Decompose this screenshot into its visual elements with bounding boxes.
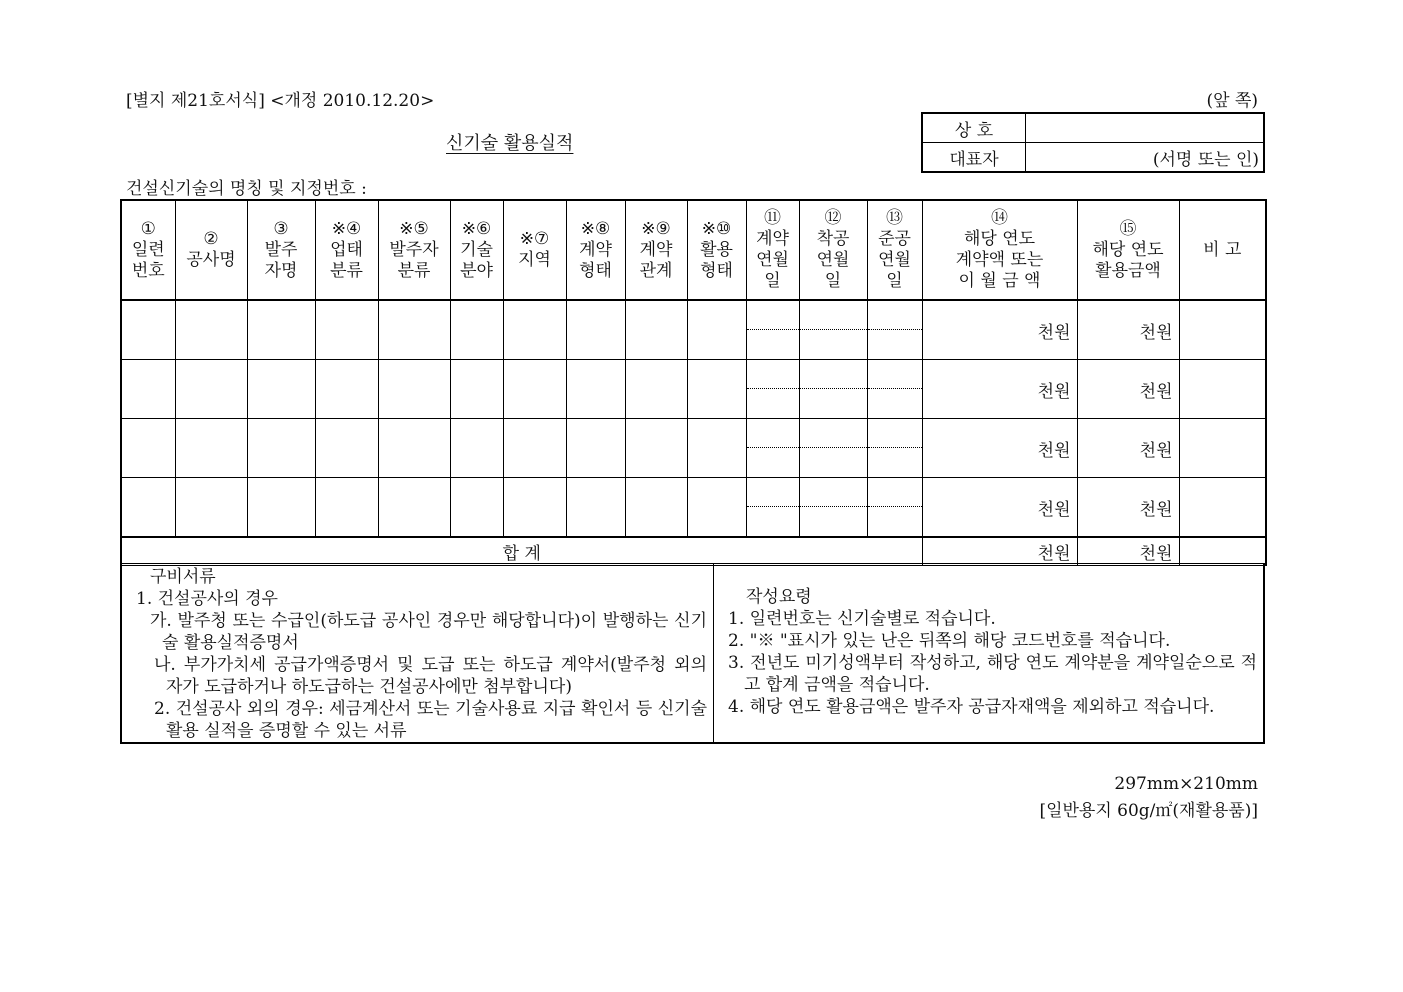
required-documents	[121, 564, 714, 744]
table-cell[interactable]	[175, 360, 247, 419]
table-cell[interactable]	[175, 300, 247, 360]
instruction-item-1: 1. 일련번호는 신기술별로 적습니다.	[728, 609, 996, 629]
table-cell[interactable]	[378, 300, 450, 360]
column-header-line: 해당 연도	[1092, 239, 1164, 260]
column-header-line: 일	[824, 271, 842, 291]
table-row	[121, 419, 1266, 478]
column-header-line: ※⑥	[461, 218, 492, 239]
table-cell[interactable]	[450, 360, 503, 419]
column-header-line: 계약	[756, 229, 789, 249]
use-amount-cell[interactable]: 천원	[1077, 478, 1179, 538]
column-header-line: 공사명	[186, 250, 236, 270]
date-cell[interactable]	[746, 419, 799, 478]
date-cell[interactable]	[799, 478, 867, 538]
column-header-6	[450, 200, 503, 300]
date-divider	[868, 301, 922, 330]
table-cell[interactable]	[687, 300, 746, 360]
column-header-line: ※⑤	[399, 218, 429, 239]
column-header-line: 발주	[264, 239, 298, 260]
column-header-9	[625, 200, 687, 300]
column-header-line: 기술	[460, 239, 493, 260]
table-cell[interactable]	[687, 419, 746, 478]
total-row	[121, 537, 1266, 566]
column-header-line: 형태	[700, 260, 733, 281]
column-header-line: ※⑩	[701, 218, 732, 239]
date-cell[interactable]	[867, 478, 922, 538]
date-divider	[747, 301, 799, 330]
contract-amount-cell[interactable]: 천원	[922, 300, 1077, 360]
column-header-line: 이 월 금 액	[958, 271, 1041, 291]
table-cell[interactable]	[1179, 478, 1266, 538]
table-cell[interactable]	[175, 478, 247, 538]
representative-label: 대표자	[922, 143, 1026, 173]
date-cell[interactable]	[867, 419, 922, 478]
column-header-line: 활용	[700, 239, 733, 260]
column-header-line: ⑮	[1119, 218, 1137, 239]
table-cell[interactable]	[450, 419, 503, 478]
column-header-2	[175, 200, 247, 300]
representative-field[interactable]	[1026, 143, 1265, 173]
column-header-16	[1179, 200, 1266, 300]
column-header-line: 준공	[878, 229, 911, 249]
date-cell[interactable]	[799, 360, 867, 419]
form-number: [별지 제21호서식] <개정 2010.12.20>	[126, 91, 435, 111]
company-name-label: 상 호	[922, 113, 1026, 143]
table-cell[interactable]	[1179, 419, 1266, 478]
table-cell[interactable]	[566, 360, 625, 419]
table-cell[interactable]	[378, 419, 450, 478]
table-cell[interactable]	[625, 419, 687, 478]
performance-table	[120, 199, 1267, 566]
column-header-4	[315, 200, 378, 300]
column-header-line: 분야	[460, 260, 493, 281]
total-use-amount[interactable]: 천원	[1077, 537, 1179, 566]
date-divider	[868, 360, 922, 389]
table-cell[interactable]	[121, 478, 175, 538]
table-cell[interactable]	[503, 360, 566, 419]
column-header-13	[867, 200, 922, 300]
table-cell[interactable]	[315, 300, 378, 360]
date-divider	[747, 360, 799, 389]
table-header-row	[121, 200, 1266, 300]
doc-item-1: 1. 건설공사의 경우	[136, 589, 278, 609]
table-row	[121, 478, 1266, 538]
table-cell[interactable]	[566, 419, 625, 478]
column-header-7	[503, 200, 566, 300]
total-label: 합 계	[121, 537, 922, 566]
column-header-line: ①	[140, 218, 156, 239]
use-amount-cell[interactable]: 천원	[1077, 360, 1179, 419]
table-cell[interactable]	[247, 360, 315, 419]
table-cell[interactable]	[566, 478, 625, 538]
column-header-line: 일	[886, 271, 903, 291]
paper-spec: [일반용지 60g/㎡(재활용품)]	[1039, 801, 1258, 821]
column-header-line: 착공	[816, 229, 850, 249]
table-row	[121, 300, 1266, 360]
table-cell[interactable]	[450, 478, 503, 538]
signature-note: (서명 또는 인)	[1152, 149, 1259, 170]
doc-item-1b: 나. 부가가치세 공급가액증명서 및 도급 또는 하도급 계약서(발주청 외의 자가 도급하거나 하도급하는 건설공사에만 첨부합니다)	[154, 655, 707, 697]
use-amount-cell[interactable]: 천원	[1077, 419, 1179, 478]
table-cell[interactable]	[503, 300, 566, 360]
instructions-title: 작성요령	[746, 587, 812, 607]
column-header-line: 활용금액	[1095, 260, 1161, 281]
table-cell[interactable]	[1179, 300, 1266, 360]
column-header-line: 관계	[639, 260, 673, 281]
date-cell[interactable]	[799, 300, 867, 360]
column-header-line: ③	[273, 218, 289, 239]
notes-box	[120, 563, 1265, 744]
date-divider	[868, 478, 922, 507]
table-cell[interactable]	[315, 419, 378, 478]
table-cell[interactable]	[1179, 360, 1266, 419]
page-side-label: (앞 쪽)	[1206, 91, 1258, 111]
date-cell[interactable]	[746, 478, 799, 538]
column-header-15	[1077, 200, 1179, 300]
date-cell[interactable]	[867, 360, 922, 419]
column-header-line: ⑪	[764, 208, 781, 228]
instruction-item-4: 4. 해당 연도 활용금액은 발주자 공급자재액을 제외하고 적습니다.	[728, 697, 1215, 717]
column-header-10	[687, 200, 746, 300]
page-title: 신기술 활용실적	[446, 133, 574, 154]
contract-amount-cell[interactable]: 천원	[922, 419, 1077, 478]
column-header-line: 계약	[579, 239, 612, 260]
company-info-box	[921, 112, 1265, 173]
table-cell[interactable]	[175, 419, 247, 478]
paper-size: 297mm×210mm	[1114, 774, 1258, 794]
use-amount-cell[interactable]: 천원	[1077, 300, 1179, 360]
date-cell[interactable]	[746, 360, 799, 419]
tech-name-label: 건설신기술의 명칭 및 지정번호 :	[126, 179, 367, 199]
column-header-line: ※⑨	[641, 218, 671, 239]
company-name-field[interactable]	[1026, 113, 1265, 143]
date-divider	[800, 301, 867, 330]
column-header-line: ⑫	[824, 208, 842, 228]
table-cell[interactable]	[450, 300, 503, 360]
table-cell[interactable]	[121, 300, 175, 360]
table-cell[interactable]	[121, 419, 175, 478]
column-header-11	[746, 200, 799, 300]
column-header-line: 연월	[878, 250, 911, 270]
column-header-line: 지역	[518, 250, 551, 270]
table-cell[interactable]	[503, 478, 566, 538]
column-header-line: 업태	[330, 239, 363, 260]
column-header-line: ②	[203, 229, 219, 249]
table-cell[interactable]	[625, 360, 687, 419]
column-header-line: 일	[764, 271, 781, 291]
column-header-line: 계약액 또는	[955, 250, 1044, 270]
column-header-1	[121, 200, 175, 300]
date-cell[interactable]	[799, 419, 867, 478]
table-cell[interactable]	[121, 360, 175, 419]
total-contract-amount[interactable]: 천원	[922, 537, 1077, 566]
table-cell[interactable]	[247, 300, 315, 360]
total-remarks[interactable]	[1179, 537, 1266, 566]
column-header-12	[799, 200, 867, 300]
column-header-line: 연월	[816, 250, 850, 270]
column-header-line: ※④	[331, 218, 362, 239]
table-cell[interactable]	[566, 300, 625, 360]
doc-item-2: 2. 건설공사 외의 경우: 세금계산서 또는 기술사용료 지급 확인서 등 신기술활용 실적을 증명할 수 있는 서류	[154, 699, 707, 741]
column-header-line: 분류	[330, 260, 363, 281]
column-header-8	[566, 200, 625, 300]
table-cell[interactable]	[378, 478, 450, 538]
table-cell[interactable]	[503, 419, 566, 478]
column-header-14	[922, 200, 1077, 300]
table-cell[interactable]	[247, 419, 315, 478]
column-header-line: ※⑦	[519, 229, 550, 249]
column-header-line: ⑭	[991, 208, 1008, 228]
date-divider	[800, 419, 867, 448]
column-header-line: ⑬	[886, 208, 903, 228]
column-header-line: 일련	[131, 239, 165, 260]
column-header-line: 해당 연도	[963, 229, 1036, 249]
column-header-line: 번호	[131, 260, 165, 281]
date-cell[interactable]	[867, 300, 922, 360]
date-divider	[747, 419, 799, 448]
contract-amount-cell[interactable]: 천원	[922, 478, 1077, 538]
column-header-line: 연월	[756, 250, 789, 270]
column-header-3	[247, 200, 315, 300]
table-cell[interactable]	[687, 478, 746, 538]
contract-amount-cell[interactable]: 천원	[922, 360, 1077, 419]
table-cell[interactable]	[315, 478, 378, 538]
date-cell[interactable]	[746, 300, 799, 360]
column-header-line: 발주자	[389, 239, 439, 260]
column-header-line: 형태	[579, 260, 612, 281]
column-header-line: 자명	[264, 260, 298, 281]
instruction-item-3: 3. 전년도 미기성액부터 작성하고, 해당 연도 계약분을 계약일순으로 적고 합계 금액을 적습니다.	[728, 653, 1257, 695]
table-cell[interactable]	[625, 300, 687, 360]
instruction-item-2: 2. "※ "표시가 있는 난은 뒤쪽의 해당 코드번호를 적습니다.	[728, 631, 1171, 651]
doc-item-1a: 가. 발주청 또는 수급인(하도급 공사인 경우만 해당합니다)이 발행하는 신기술 활용실적증명서	[150, 611, 707, 653]
table-cell[interactable]	[247, 478, 315, 538]
date-divider	[800, 360, 867, 389]
writing-instructions	[714, 564, 1265, 744]
column-header-line: 계약	[639, 239, 673, 260]
date-divider	[800, 478, 867, 507]
table-row	[121, 360, 1266, 419]
column-header-line: ※⑧	[580, 218, 611, 239]
table-cell[interactable]	[687, 360, 746, 419]
date-divider	[747, 478, 799, 507]
column-header-5	[378, 200, 450, 300]
date-divider	[868, 419, 922, 448]
column-header-line: 분류	[397, 260, 431, 281]
column-header-line: 비 고	[1203, 239, 1242, 260]
table-cell[interactable]	[625, 478, 687, 538]
table-cell[interactable]	[378, 360, 450, 419]
required-documents-title: 구비서류	[150, 567, 216, 587]
table-cell[interactable]	[315, 360, 378, 419]
